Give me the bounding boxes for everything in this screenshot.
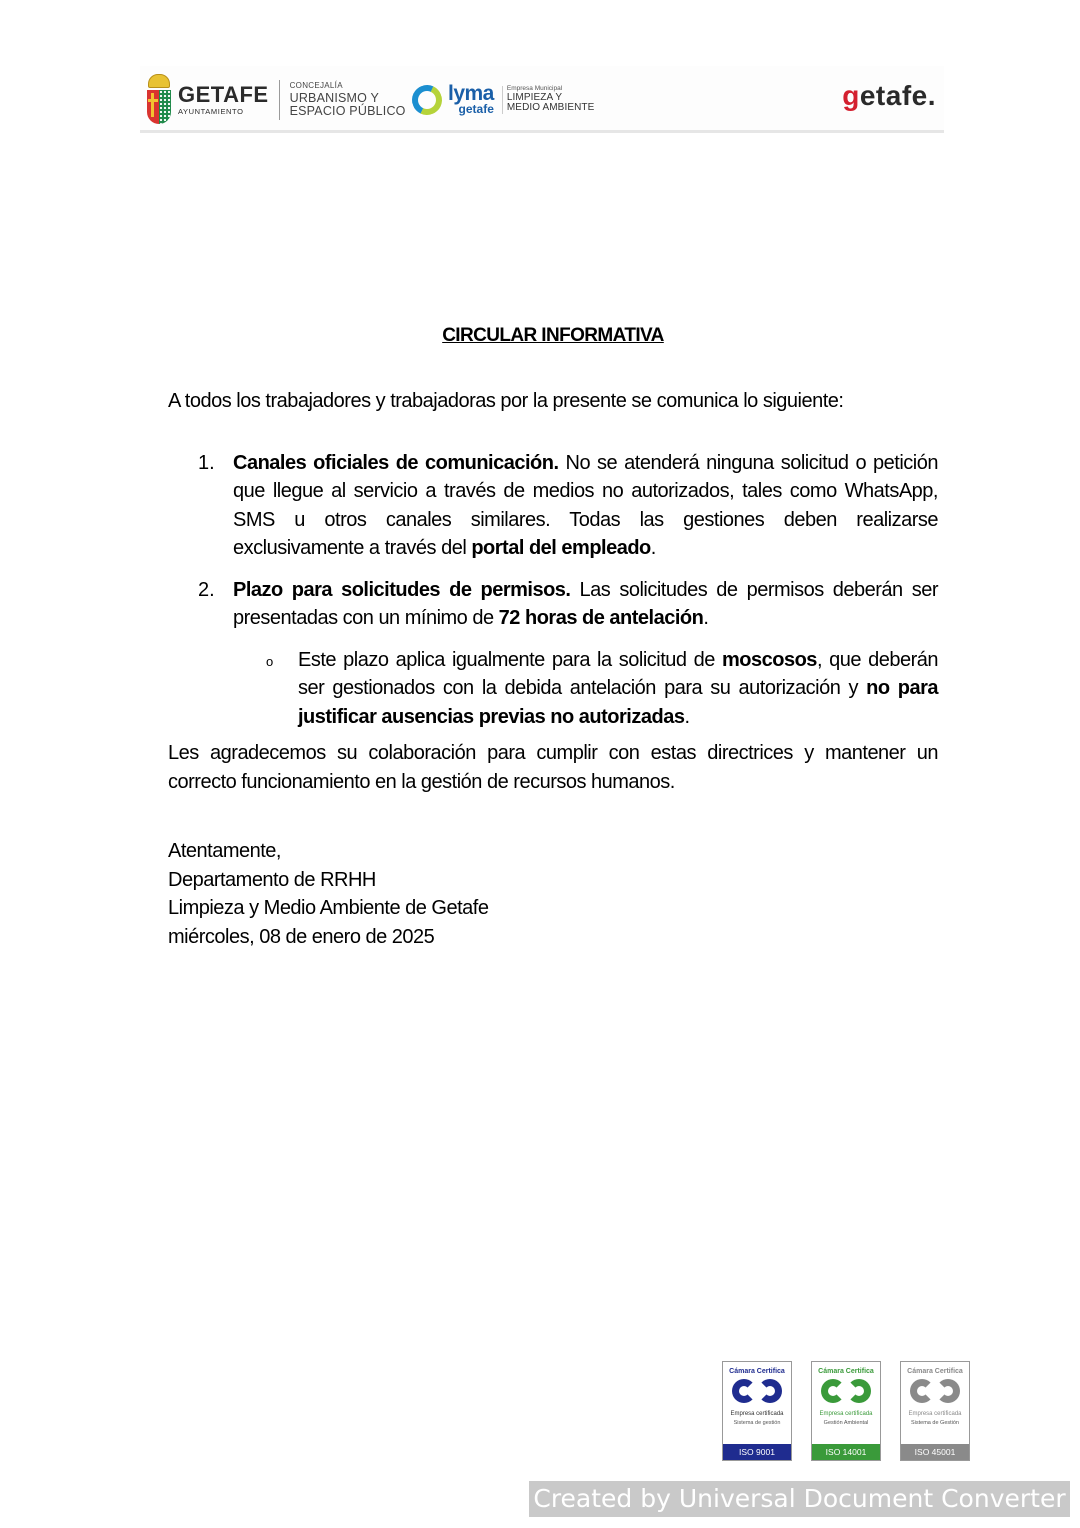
converter-watermark: Created by Universal Document Converter xyxy=(529,1481,1070,1517)
badge-title: Cámara Certifica xyxy=(818,1368,874,1375)
sub-emphasis-2: no para justificar ausencias previas no autorizadas xyxy=(298,677,938,728)
item-text: Las solicitudes de permisos deberán ser presentadas con un mínimo de xyxy=(233,578,938,629)
item-number: 1. xyxy=(198,451,215,474)
badge-iso-45001 xyxy=(900,1361,970,1461)
badge-standard: ISO 14001 xyxy=(812,1444,880,1460)
lyma-subname: getafe xyxy=(458,102,494,117)
certification-badges xyxy=(722,1361,970,1461)
logo-name: GETAFE xyxy=(178,82,269,108)
badge-line-1: Empresa certificada xyxy=(819,1411,873,1417)
sub-text: Este plazo aplica igualmente para la solicitud de xyxy=(298,648,722,671)
badge-line-1: Empresa certificada xyxy=(730,1411,784,1417)
item-text-end: . xyxy=(703,607,709,629)
signature-block xyxy=(168,837,938,951)
logo-first-letter: g xyxy=(842,80,860,111)
badge-iso-9001 xyxy=(722,1361,792,1461)
item-heading: Plazo para solicitudes de permisos. xyxy=(233,578,571,601)
sub-emphasis: moscosos xyxy=(722,648,817,671)
certification-logo-icon xyxy=(817,1379,875,1407)
sub-bullet-item xyxy=(168,646,938,732)
badge-line-2: Sistema de Gestión xyxy=(911,1420,959,1426)
badge-title: Cámara Certifica xyxy=(907,1368,963,1375)
list-item xyxy=(168,576,938,633)
signature-department: Departamento de RRHH xyxy=(168,868,376,891)
item-emphasis: portal del empleado xyxy=(471,537,651,559)
badge-standard: ISO 9001 xyxy=(723,1444,791,1460)
closing-paragraph: Les agradecemos su colaboración para cumplir con estas directrices y mantener un correcto funcionamiento en la gestión de recursos humanos. xyxy=(168,742,938,793)
certification-logo-icon xyxy=(906,1379,964,1407)
getafe-ayuntamiento-logo xyxy=(146,72,406,128)
sub-text-end: . xyxy=(684,705,690,728)
badge-iso-14001 xyxy=(811,1361,881,1461)
getafe-city-logo xyxy=(842,80,936,112)
item-text: No se atenderá ninguna solicitud o petición que llegue al servicio a través de medios no autorizados, tales como WhatsApp, SMS u otros canales similares. Todas las gestiones deben realizarse exclusivamente a través del xyxy=(233,451,938,559)
intro-paragraph: A todos los trabajadores y trabajadoras por la presente se comunica lo siguiente: xyxy=(168,390,844,412)
logo-rest: etafe. xyxy=(859,80,936,111)
item-number: 2. xyxy=(198,578,215,601)
department-label: CONCEJALÍA xyxy=(289,80,343,90)
numbered-list xyxy=(168,449,938,633)
badge-standard: ISO 45001 xyxy=(901,1444,969,1460)
lyma-name: lyma xyxy=(448,82,494,106)
lyma-line-2: MEDIO AMBIENTE xyxy=(506,102,595,114)
badge-line-2: Gestión Ambiental xyxy=(823,1420,869,1426)
signature-date: miércoles, 08 de enero de 2025 xyxy=(168,925,435,948)
coat-of-arms-icon xyxy=(146,74,172,126)
list-item xyxy=(168,449,938,563)
item-heading: Canales oficiales de comunicación. xyxy=(233,451,559,474)
item-text-end: . xyxy=(650,537,656,559)
logo-subtitle: AYUNTAMIENTO xyxy=(178,107,244,117)
lyma-line-1: LIMPIEZA Y xyxy=(506,91,563,103)
lyma-logo xyxy=(410,80,594,120)
badge-line-2: Sistema de gestión xyxy=(733,1420,781,1426)
badge-title: Cámara Certifica xyxy=(729,1368,785,1375)
badge-line-1: Empresa certificada xyxy=(908,1411,962,1417)
department-line-1: URBANISMO Y xyxy=(289,91,380,106)
lyma-label: Empresa Municipal xyxy=(506,85,563,93)
item-emphasis: 72 horas de antelación xyxy=(498,607,704,629)
certification-logo-icon xyxy=(728,1379,786,1407)
circular-document xyxy=(168,320,938,951)
bullet-icon: o xyxy=(266,653,274,669)
lyma-swirl-icon xyxy=(410,83,444,117)
signature-organization: Limpieza y Medio Ambiente de Getafe xyxy=(168,897,489,919)
document-title: CIRCULAR INFORMATIVA xyxy=(442,325,664,346)
letterhead xyxy=(140,66,944,133)
sub-text-2: , que deberán ser gestionados con la debida antelación para su autorización y xyxy=(298,648,939,699)
salutation: Atentamente, xyxy=(168,840,281,862)
logo-divider xyxy=(279,80,280,120)
department-line-2: ESPACIO PÚBLICO xyxy=(289,104,406,119)
